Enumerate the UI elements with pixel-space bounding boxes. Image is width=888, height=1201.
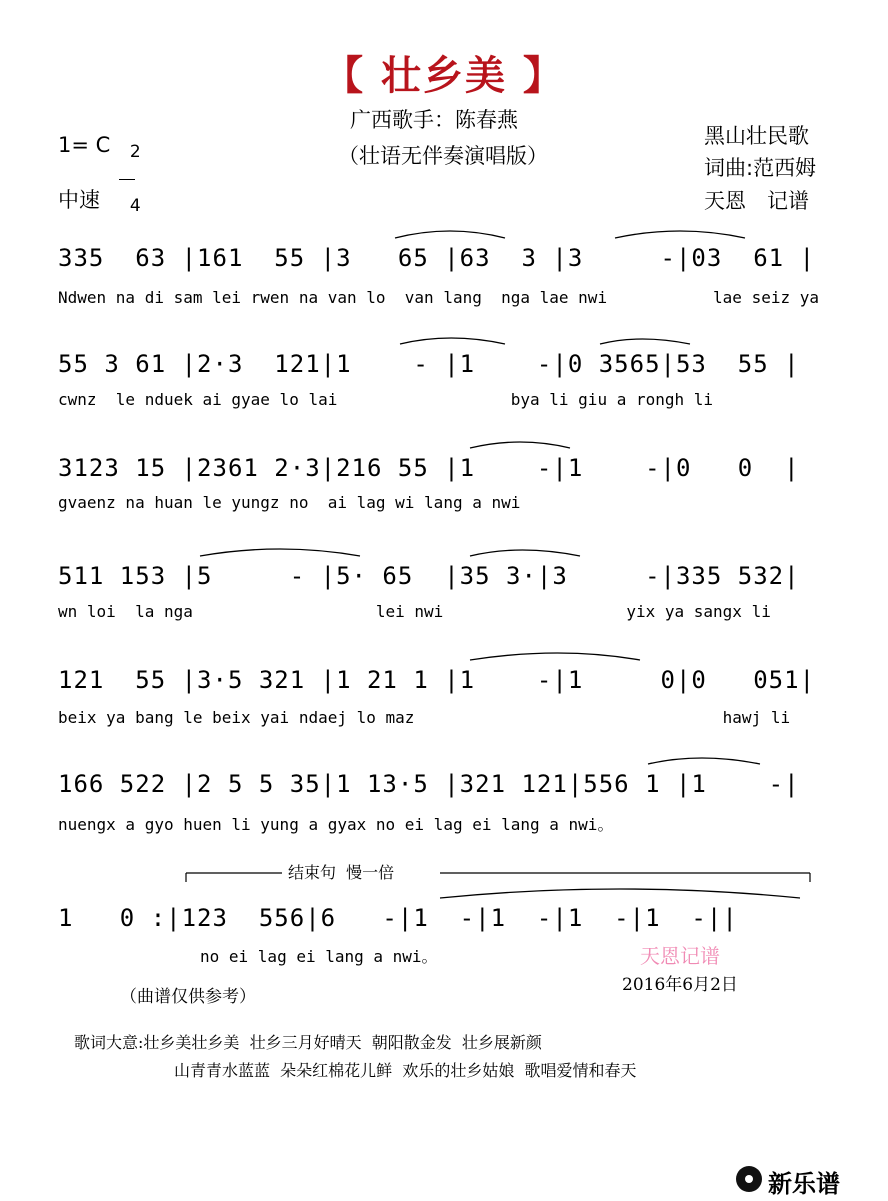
notation-row-4: 511 153 |5 - |5· 65 |35 3·|3 -|335 532| <box>58 562 800 590</box>
reference-note: （曲谱仅供参考） <box>120 987 256 1007</box>
lyrics-row-3: gvaenz na huan le yungz no ai lag wi lang a nwi <box>58 493 521 512</box>
slur <box>648 758 760 764</box>
slur <box>470 442 570 448</box>
logo-icon <box>736 1166 762 1192</box>
lyrics-row-5: beix ya bang le beix yai ndaej lo maz hawj li <box>58 708 791 727</box>
slur <box>615 231 745 238</box>
transcriber-credit: 天恩 记谱 <box>704 189 809 213</box>
slur <box>470 550 580 556</box>
lyricist-credit: 词曲:范西姆 <box>704 156 817 180</box>
meter-top: 2 <box>129 142 141 162</box>
lyrics-meaning-line-2: 山青青水蓝蓝 朵朵红棉花儿鲜 欢乐的壮乡姑娘 歌唱爱情和春天 <box>174 1061 637 1080</box>
lyrics-meaning-line-1: 歌词大意:壮乡美壮乡美 壮乡三月好晴天 朝阳散金发 壮乡展新颜 <box>74 1033 542 1052</box>
slur <box>400 338 505 344</box>
notation-row-ending: 1 0 :|123 556|6 -|1 -|1 -|1 -|1 -|| <box>58 904 738 932</box>
date: 2016年6月2日 <box>622 975 738 995</box>
song-title: 【 壮乡美 】 <box>323 53 565 99</box>
genre-credit: 黑山壮民歌 <box>704 124 809 148</box>
ending-label: 结束句 慢一倍 <box>288 863 395 882</box>
notation-row-2: 55 3 61 |2·3 121|1 - |1 -|0 3565|53 55 | <box>58 350 800 378</box>
version-note: （壮语无伴奏演唱版） <box>338 144 548 168</box>
slur <box>470 653 640 660</box>
singer-credit: 广西歌手：陈春燕 <box>350 108 518 132</box>
lyrics-row-ending: no ei lag ei lang a nwi。 <box>200 947 438 966</box>
tempo-marking: 中速 <box>58 188 100 212</box>
slur <box>395 231 505 238</box>
site-logo[interactable]: 新乐谱 <box>768 1170 840 1198</box>
notation-row-6: 166 522 |2 5 5 35|1 13·5 |321 121|556 1 |1 -| <box>58 770 800 798</box>
notation-row-5: 121 55 |3·5 321 |1 21 1 |1 -|1 0|0 051| <box>58 666 816 694</box>
transcriber-stamp: 天恩记谱 <box>640 944 720 968</box>
notation-row-1: 335 63 |161 55 |3 65 |63 3 |3 -|03 61 | <box>58 244 816 272</box>
slur <box>440 889 800 898</box>
lyrics-row-1: Ndwen na di sam lei rwen na van lo van lang nga lae nwi lae seiz ya <box>58 288 819 307</box>
lyrics-row-4: wn loi la nga lei nwi yix ya sangx li <box>58 602 771 621</box>
lyrics-row-6: nuengx a gyo huen li yung a gyax no ei lag ei lang a nwi。 <box>58 815 614 834</box>
key-signature: 1= C <box>58 133 111 157</box>
notation-row-3: 3123 15 |2361 2·3|216 55 |1 -|1 -|0 0 | <box>58 454 800 482</box>
lyrics-row-2: cwnz le nduek ai gyae lo lai bya li giu a rongh li <box>58 390 714 409</box>
meter-bottom: 4 <box>129 196 141 216</box>
slur <box>600 339 690 344</box>
slur <box>200 549 360 556</box>
